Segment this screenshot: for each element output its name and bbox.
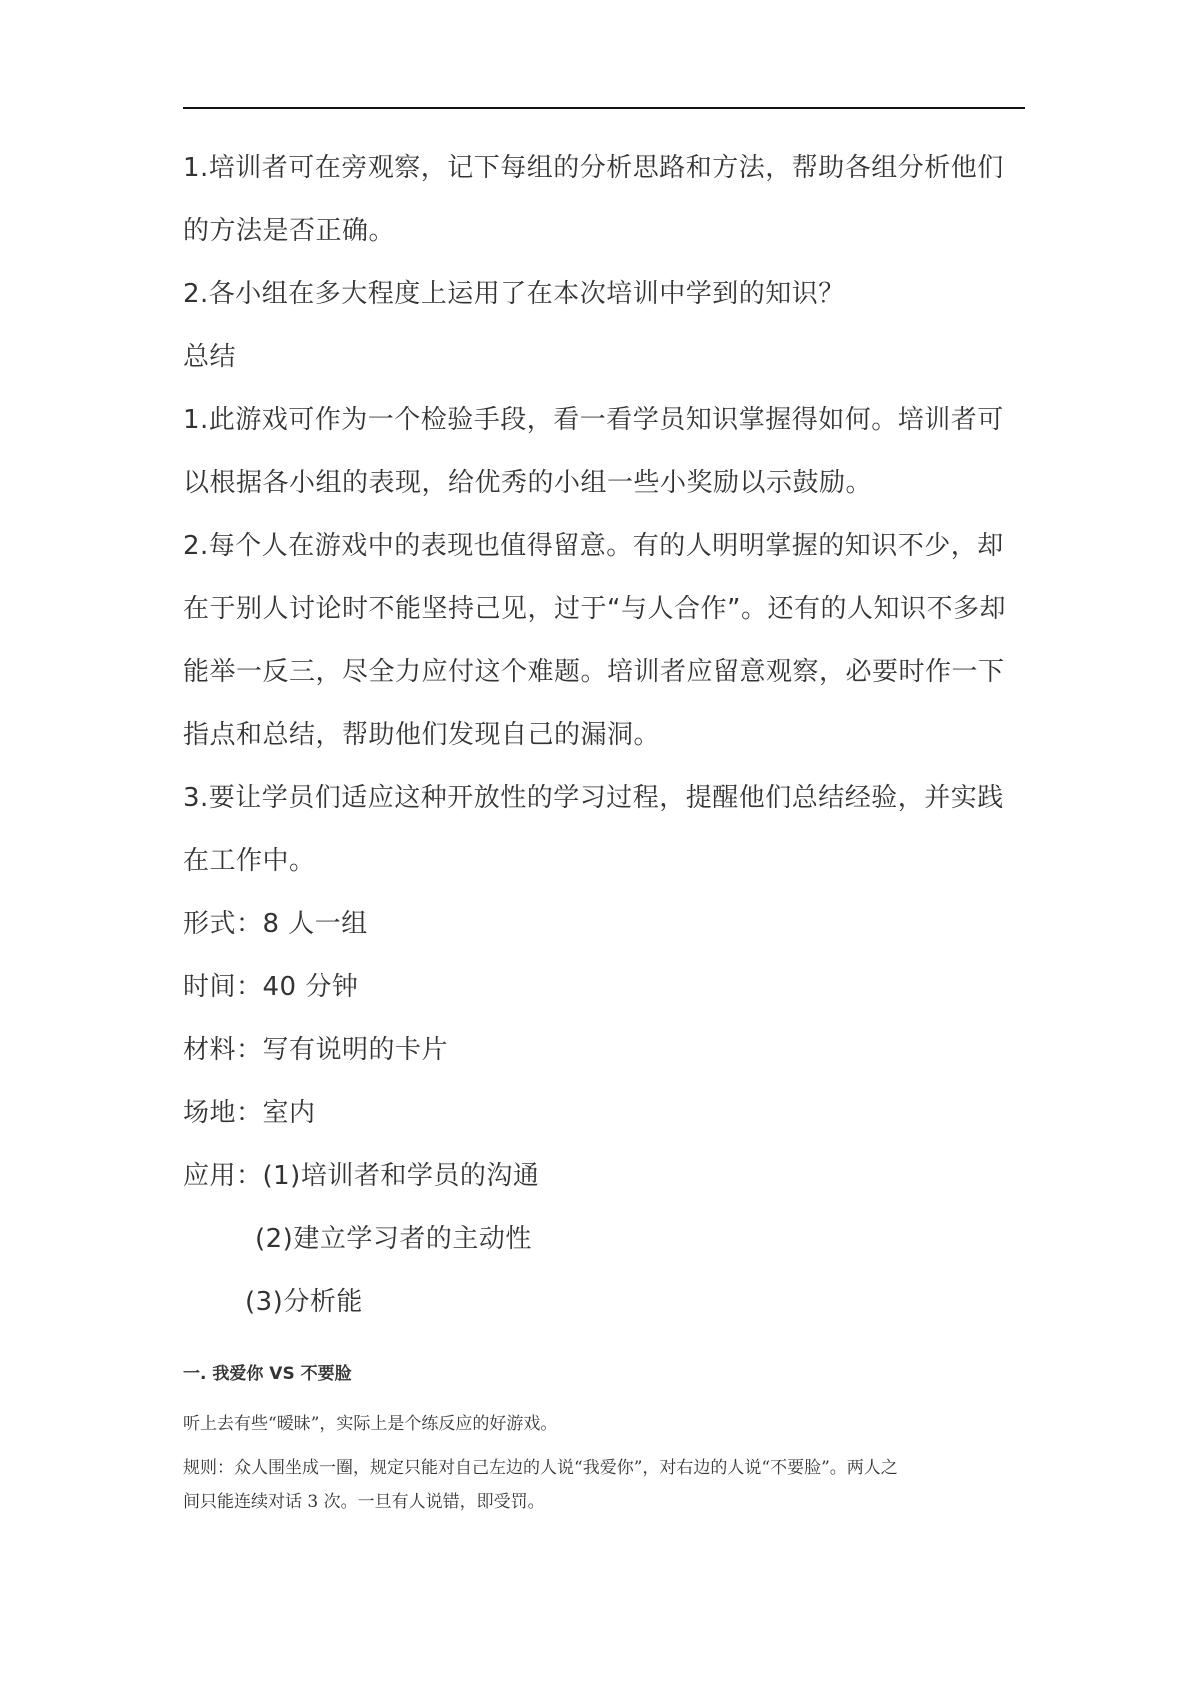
summary-heading: 总结: [183, 342, 237, 372]
application-line-1: 应用：(1)培训者和学员的沟通: [183, 1161, 540, 1191]
game-rule-line-1: 规则：众人围坐成一圈，规定只能对自己左边的人说“我爱你”，对右边的人说“不要脸”。两人之: [183, 1458, 898, 1478]
summary-3-line-2: 在工作中。: [183, 846, 316, 876]
game-intro: 听上去有些“暧昧”，实际上是个练反应的好游戏。: [183, 1414, 558, 1434]
summary-2-line-1: 2.每个人在游戏中的表现也值得留意。有的人明明掌握的知识不少，却: [183, 531, 1004, 561]
paragraph-1-line-2: 的方法是否正确。: [183, 216, 396, 246]
summary-2-line-3: 能举一反三，尽全力应付这个难题。培训者应留意观察，必要时作一下: [183, 657, 1005, 687]
application-line-2: (2)建立学习者的主动性: [255, 1224, 532, 1254]
material-line: 材料：写有说明的卡片: [183, 1035, 449, 1065]
time-line: 时间：40 分钟: [183, 972, 359, 1002]
form-line: 形式：8 人一组: [183, 909, 368, 939]
summary-1-line-2: 以根据各小组的表现，给优秀的小组一些小奖励以示鼓励。: [183, 468, 873, 498]
venue-line: 场地：室内: [183, 1098, 316, 1128]
game-title: 一. 我爱你 VS 不要脸: [183, 1364, 352, 1384]
application-line-3: (3)分析能: [245, 1287, 363, 1317]
paragraph-1-line-1: 1.培训者可在旁观察，记下每组的分析思路和方法，帮助各组分析他们: [183, 153, 1004, 183]
summary-2-line-2: 在于别人讨论时不能坚持己见，过于“与人合作”。还有的人知识不多却: [183, 594, 1006, 624]
summary-2-line-4: 指点和总结，帮助他们发现自己的漏洞。: [183, 720, 661, 750]
game-rule-line-2: 间只能连续对话 3 次。一旦有人说错，即受罚。: [183, 1492, 545, 1512]
paragraph-2: 2.各小组在多大程度上运用了在本次培训中学到的知识？: [183, 279, 845, 309]
top-divider-line: [183, 107, 1025, 109]
summary-3-line-1: 3.要让学员们适应这种开放性的学习过程，提醒他们总结经验，并实践: [183, 783, 1004, 813]
summary-1-line-1: 1.此游戏可作为一个检验手段，看一看学员知识掌握得如何。培训者可: [183, 405, 1004, 435]
